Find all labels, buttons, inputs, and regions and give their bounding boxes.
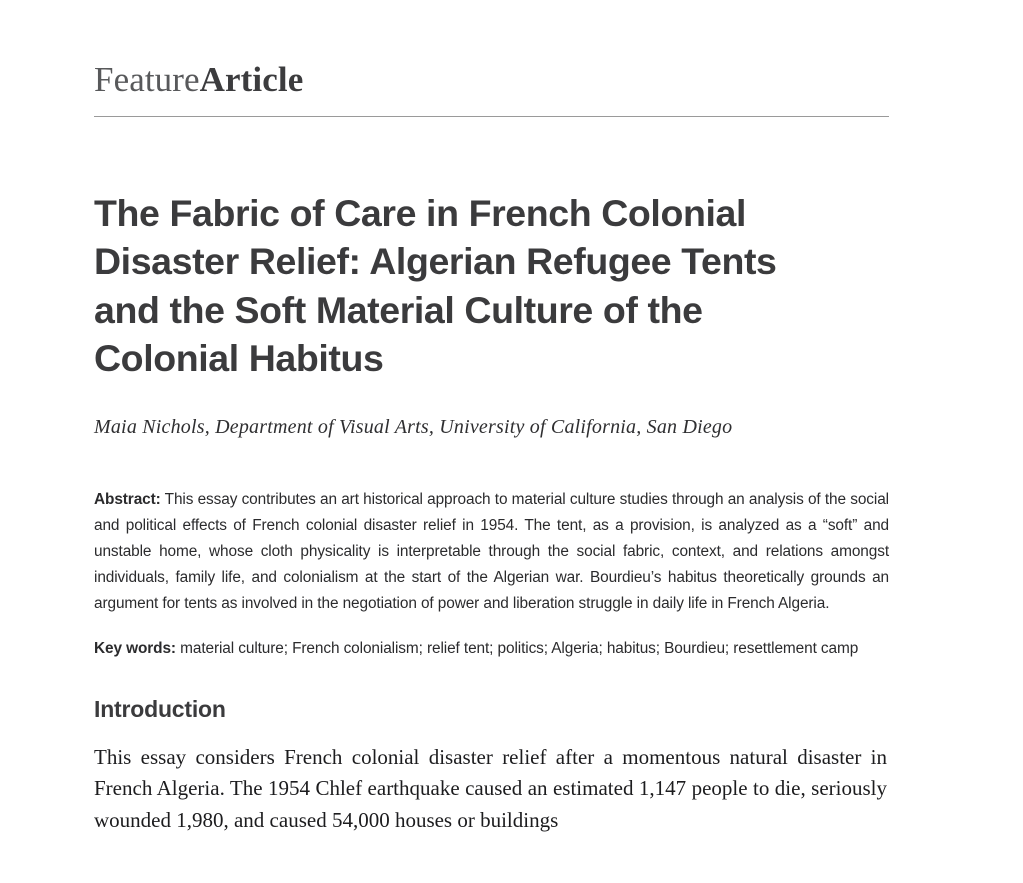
feature-article-kicker [94, 62, 929, 99]
abstract-paragraph [94, 487, 889, 617]
keywords-text: material culture; French colonialism; relief tent; politics; Algeria; habitus; Bourdieu; resettlement camp [175, 639, 859, 657]
abstract-label: Abstract: [94, 490, 161, 508]
kicker-bold-text: Article [199, 60, 304, 99]
header-divider [94, 116, 889, 117]
keywords-paragraph [94, 636, 889, 662]
section-paragraph-introduction: This essay considers French colonial disaster relief after a momentous natural disaster in French Algeria. The 1954 Chlef earthquake caused an estimated 1,147 people to die, seriously wounded 1,980, and caused 54,000 houses or buildings [94, 744, 887, 832]
page-header [94, 0, 929, 117]
author-affiliation-line: Maia Nichols, Department of Visual Arts, University of California, San Diego [94, 415, 733, 438]
page-title: The Fabric of Care in French Colonial Disaster Relief: Algerian Refugee Tents and the Soft Material Culture of the Colonial Habitus [94, 191, 777, 380]
kicker-light-text: Feature [94, 60, 200, 99]
abstract-text: This essay contributes an art historical approach to material culture studies through an analysis of the social and political effects of French colonial disaster relief in 1954. The tent, as a provision, is analyzed as a “soft” and unstable home, whose cloth physicality is interpretable through the social fabric, context, and relations amongst individuals, family life, and colonialism at the start of the Algerian war. Bourdieu’s habitus theoretically grounds an argument for tents as involved in the negotiation of power and liberation struggle in daily life in French Algeria. [94, 490, 889, 612]
section-heading-introduction: Introduction [94, 695, 226, 722]
keywords-label: Key words: [94, 639, 176, 657]
